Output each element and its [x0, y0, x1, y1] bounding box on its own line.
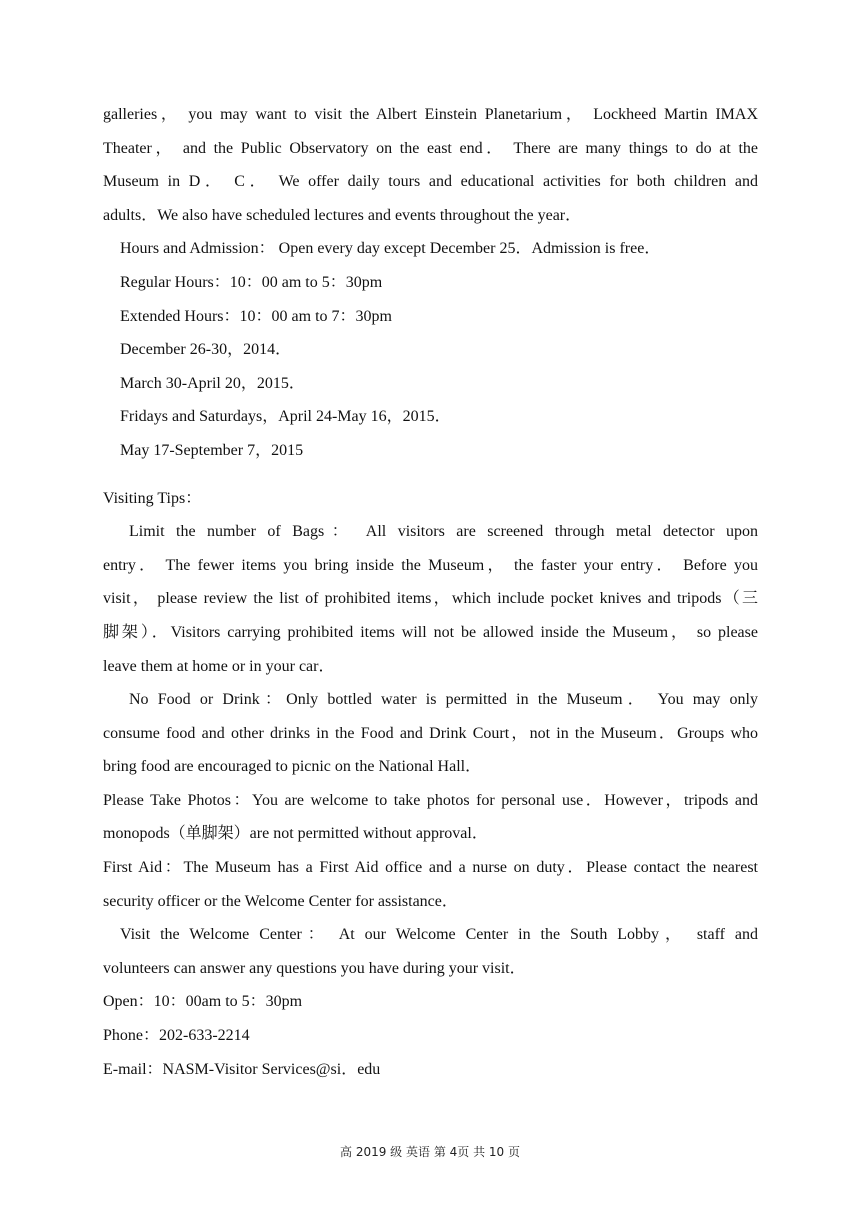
text-line: Please Take Photos：You are welcome to take photos for personal use．However，tripods and — [103, 791, 758, 809]
text-line: consume food and other drinks in the Food and Drink Court，not in the Museum．Groups who — [103, 724, 758, 742]
regular-hours-line: Regular Hours：10：00 am to 5：30pm — [120, 273, 383, 291]
email-line: E-mail：NASM-Visitor Services@si．edu — [103, 1060, 381, 1078]
date-range-line: May 17-September 7，2015 — [120, 441, 304, 459]
text-line: adults．We also have scheduled lectures and events throughout the year． — [103, 206, 582, 224]
extended-hours-line: Extended Hours：10：00 am to 7：30pm — [120, 307, 392, 325]
hours-admission-line: Hours and Admission： Open every day except December 25．Admission is free． — [120, 240, 661, 258]
text-line: galleries， you may want to visit the Albert Einstein Planetarium， Lockheed Martin IMAX — [103, 106, 758, 123]
date-range-line: Fridays and Saturdays，April 24-May 16，2015． — [120, 408, 451, 426]
document-body — [103, 98, 758, 1086]
text-line: First Aid：The Museum has a First Aid office and a nurse on duty．Please contact the nearest — [103, 859, 758, 877]
text-line: Theater， and the Public Observatory on the east end． There are many things to do at the — [103, 139, 758, 157]
date-range-line: December 26-30，2014． — [120, 341, 292, 359]
visiting-tips-heading: Visiting Tips： — [103, 489, 202, 507]
text-line: Museum in D． C． We offer daily tours and educational activities for both children and — [103, 173, 758, 191]
text-line: Limit the number of Bags： All visitors are screened through metal detector upon — [129, 523, 758, 541]
spacer — [103, 468, 758, 482]
text-line: 脚架）．Visitors carrying prohibited items will not be allowed inside the Museum， so please — [103, 623, 758, 641]
text-line: bring food are encouraged to picnic on the National Hall． — [103, 758, 482, 776]
text-line: security officer or the Welcome Center for assistance． — [103, 892, 458, 910]
text-line: entry． The fewer items you bring inside the Museum， the faster your entry． Before you — [103, 556, 758, 574]
text-line: Visit the Welcome Center： At our Welcome Center in the South Lobby， staff and — [120, 926, 758, 944]
open-hours-line: Open：10：00am to 5：30pm — [103, 993, 303, 1011]
page-footer: 高 2019 级 英语 第 4页 共 10 页 — [340, 1145, 520, 1159]
text-line: volunteers can answer any questions you have during your visit． — [103, 959, 526, 977]
date-range-line: March 30-April 20，2015． — [120, 374, 305, 392]
text-line: leave them at home or in your car． — [103, 657, 335, 675]
text-line: visit， please review the list of prohibited items，which include pocket knives and tripods（三 — [103, 590, 758, 608]
phone-line: Phone：202-633-2214 — [103, 1027, 250, 1045]
text-line: No Food or Drink：Only bottled water is permitted in the Museum． You may only — [129, 691, 758, 709]
text-line: monopods（单脚架）are not permitted without approval． — [103, 825, 488, 843]
